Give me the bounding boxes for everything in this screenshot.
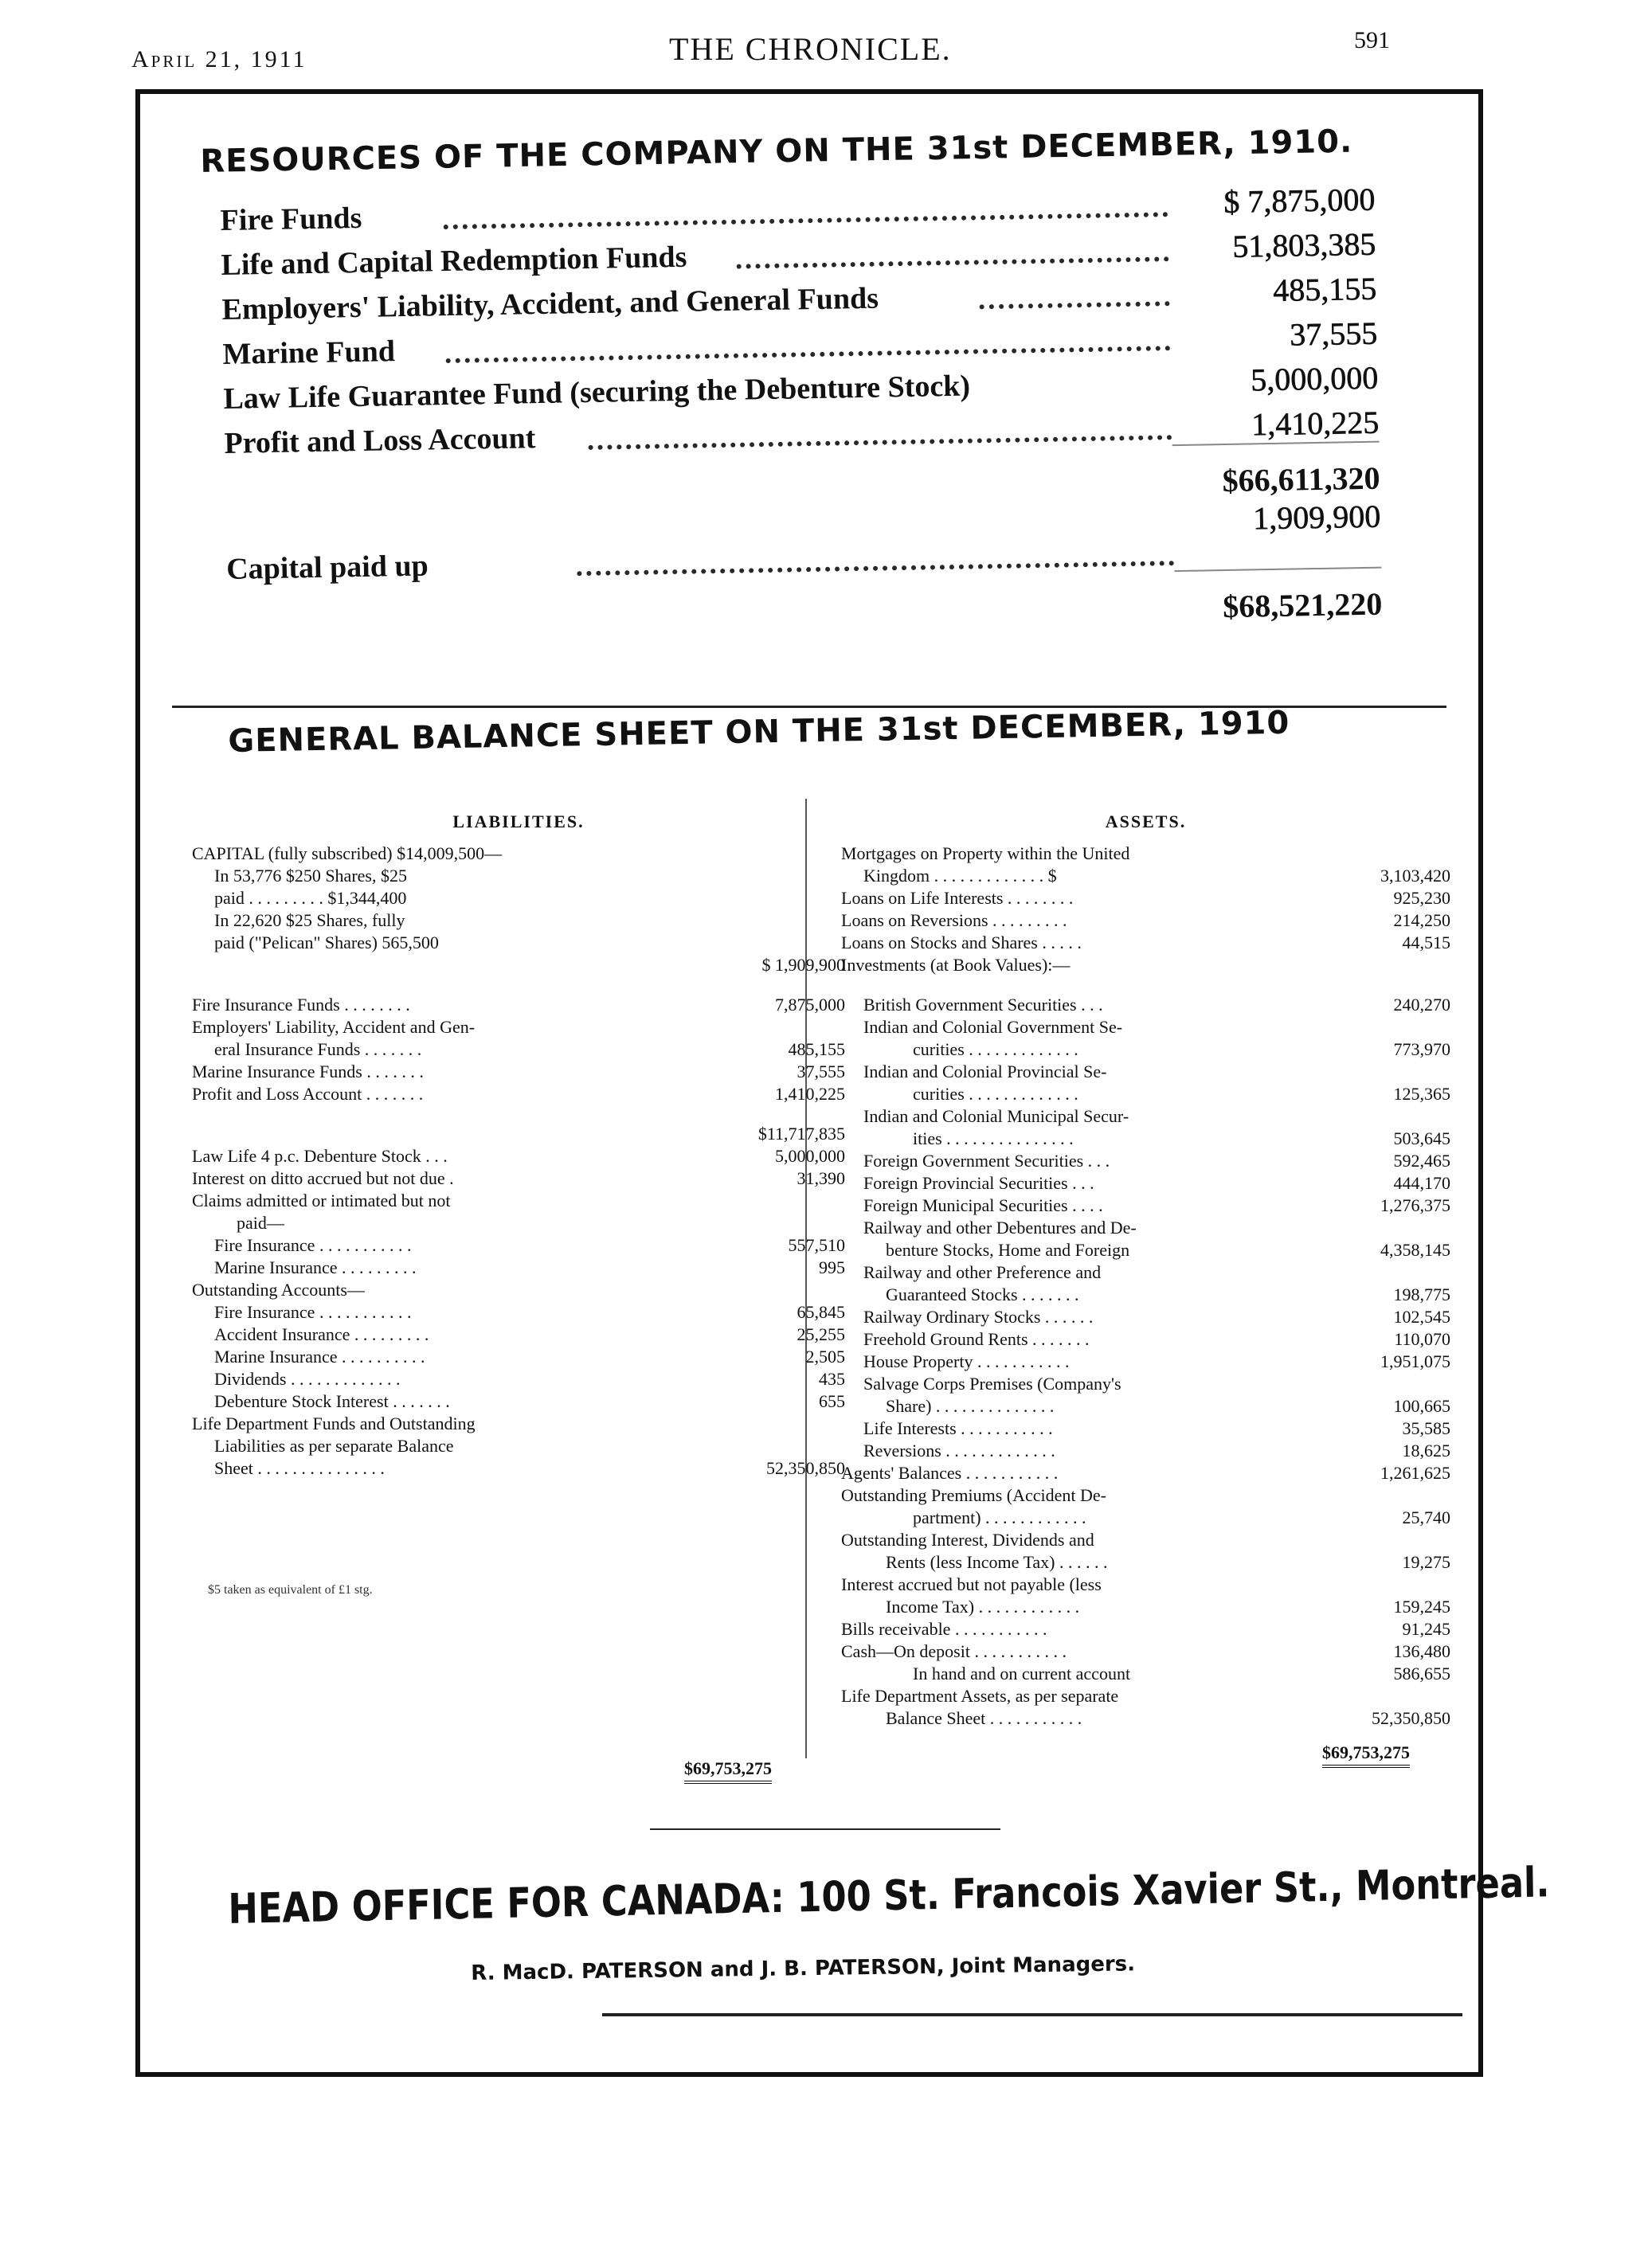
row-amount: 102,545 xyxy=(1393,1307,1450,1327)
table-row xyxy=(192,932,845,954)
table-row xyxy=(841,1373,1450,1395)
table-row xyxy=(841,865,1450,887)
row-text: curities . . . . . . . . . . . . . xyxy=(913,1039,1078,1059)
row-amount: 592,465 xyxy=(1393,1151,1450,1171)
table-row xyxy=(841,1484,1450,1507)
table-row xyxy=(192,1368,845,1390)
row-amount: 1,410,225 xyxy=(775,1084,845,1104)
row-amount: 110,070 xyxy=(1394,1329,1450,1349)
publication-title: THE CHRONICLE. xyxy=(669,31,952,67)
joint-managers-line: R. MacD. PATERSON and J. B. PATERSON, Joint Managers. xyxy=(471,1952,1136,1985)
resource-value: 1,410,225 xyxy=(1251,404,1380,443)
row-amount: 65,845 xyxy=(797,1302,845,1322)
row-text: Marine Insurance . . . . . . . . . . xyxy=(214,1347,425,1367)
row-amount: 586,655 xyxy=(1393,1664,1450,1683)
advertisement-frame xyxy=(135,89,1550,2077)
table-row xyxy=(841,1618,1450,1640)
resources-title: RESOURCES OF THE COMPANY ON THE 31st DECEMBER, 1910. xyxy=(200,123,1353,180)
row-amount: 435 xyxy=(819,1369,845,1389)
row-text: paid ("Pelican" Shares) 565,500 xyxy=(214,933,439,952)
row-amount: 25,740 xyxy=(1402,1507,1450,1527)
table-row xyxy=(192,865,845,887)
row-text: Foreign Municipal Securities . . . . xyxy=(863,1195,1103,1215)
row-amount: 1,276,375 xyxy=(1380,1195,1450,1215)
row-amount: 91,245 xyxy=(1402,1619,1450,1639)
row-text: benture Stocks, Home and Foreign xyxy=(886,1240,1130,1260)
row-amount: 125,365 xyxy=(1393,1084,1450,1104)
row-amount: 503,645 xyxy=(1393,1128,1450,1148)
table-row xyxy=(841,1284,1450,1306)
row-text: paid— xyxy=(237,1213,284,1233)
table-row xyxy=(192,909,845,932)
row-text: Interest on ditto accrued but not due . xyxy=(192,1168,454,1188)
row-text: British Government Securities . . . xyxy=(863,995,1103,1015)
table-row xyxy=(192,843,845,865)
resource-label: Law Life Guarantee Fund (securing the Debenture Stock) xyxy=(223,369,971,416)
row-amount: 198,775 xyxy=(1393,1285,1450,1304)
table-row xyxy=(841,1685,1450,1707)
row-text: Fire Insurance Funds . . . . . . . . xyxy=(192,995,410,1015)
row-amount: 4,358,145 xyxy=(1380,1240,1450,1260)
leader-dots xyxy=(980,301,1170,309)
table-row xyxy=(192,1257,845,1279)
row-text: Life Department Assets, as per separate xyxy=(841,1686,1119,1706)
row-text: Share) . . . . . . . . . . . . . . xyxy=(886,1396,1055,1416)
row-text: Indian and Colonial Municipal Secur- xyxy=(863,1106,1129,1126)
row-text: Life Department Funds and Outstanding xyxy=(192,1414,476,1433)
balance-sheet-title: GENERAL BALANCE SHEET ON THE 31st DECEMBER, 1910 xyxy=(228,704,1290,760)
table-row xyxy=(841,1239,1450,1261)
row-text: In 22,620 $25 Shares, fully xyxy=(214,910,405,930)
table-row xyxy=(841,1083,1450,1105)
row-text: Income Tax) . . . . . . . . . . . . xyxy=(886,1597,1080,1617)
table-row xyxy=(841,1172,1450,1195)
resources-subtotal: $66,611,320 xyxy=(1222,459,1380,499)
row-text: Agents' Balances . . . . . . . . . . . xyxy=(841,1463,1059,1483)
table-row xyxy=(192,1190,845,1212)
table-row xyxy=(841,1328,1450,1351)
row-text: Interest accrued but not payable (less xyxy=(841,1574,1102,1594)
table-row xyxy=(841,1663,1450,1685)
table-row xyxy=(841,1507,1450,1529)
row-text: Profit and Loss Account . . . . . . . xyxy=(192,1084,424,1104)
capital-paid-up-label: Capital paid up xyxy=(225,549,429,586)
table-row xyxy=(841,1395,1450,1418)
table-row xyxy=(192,1212,845,1234)
table-row xyxy=(841,1551,1450,1574)
resources-total: $68,521,220 xyxy=(1222,585,1383,625)
row-text: curities . . . . . . . . . . . . . xyxy=(913,1084,1078,1104)
row-amount: 100,665 xyxy=(1393,1396,1450,1416)
table-row xyxy=(192,1324,845,1346)
table-row xyxy=(841,1351,1450,1373)
row-text: Indian and Colonial Government Se- xyxy=(863,1017,1123,1037)
table-row xyxy=(841,932,1450,954)
resource-label: Marine Fund xyxy=(222,334,396,371)
row-amount: 773,970 xyxy=(1393,1039,1450,1059)
row-text: Salvage Corps Premises (Company's xyxy=(863,1374,1121,1394)
table-row xyxy=(841,1128,1450,1150)
page-number: 591 xyxy=(1354,27,1390,53)
table-row xyxy=(192,1038,845,1061)
row-text: Balance Sheet . . . . . . . . . . . xyxy=(886,1708,1082,1728)
table-row xyxy=(192,1413,845,1435)
resource-label: Life and Capital Redemption Funds xyxy=(221,240,687,282)
row-text: In 53,776 $250 Shares, $25 xyxy=(214,866,407,886)
row-text: ities . . . . . . . . . . . . . . . xyxy=(913,1128,1074,1148)
row-text: Bills receivable . . . . . . . . . . . xyxy=(841,1619,1047,1639)
row-amount: 485,155 xyxy=(788,1039,845,1059)
row-text: eral Insurance Funds . . . . . . . xyxy=(214,1039,422,1059)
row-text: Outstanding Premiums (Accident De- xyxy=(841,1485,1106,1505)
assets-heading: ASSETS. xyxy=(1105,811,1187,831)
row-amount: 44,515 xyxy=(1402,933,1450,952)
table-row xyxy=(841,1462,1450,1484)
currency-footnote: $5 taken as equivalent of £1 stg. xyxy=(208,1583,373,1597)
row-amount: 2,505 xyxy=(805,1347,845,1367)
row-text: Indian and Colonial Provincial Se- xyxy=(863,1062,1107,1081)
row-text: Debenture Stock Interest . . . . . . . xyxy=(214,1391,450,1411)
table-row xyxy=(841,843,1450,865)
row-text: Fire Insurance . . . . . . . . . . . xyxy=(214,1302,412,1322)
table-row xyxy=(192,1301,845,1324)
row-amount: 444,170 xyxy=(1393,1173,1450,1193)
table-row xyxy=(841,954,1450,976)
row-text: Marine Insurance Funds . . . . . . . xyxy=(192,1062,424,1081)
table-row xyxy=(841,1217,1450,1239)
resource-label: Employers' Liability, Accident, and General Funds xyxy=(221,281,879,327)
table-row xyxy=(841,1640,1450,1663)
row-text: Claims admitted or intimated but not xyxy=(192,1191,451,1210)
resource-label: Profit and Loss Account xyxy=(224,421,536,460)
table-row xyxy=(841,1574,1450,1596)
row-text: Sheet . . . . . . . . . . . . . . . xyxy=(214,1458,385,1478)
row-text: Outstanding Interest, Dividends and xyxy=(841,1530,1094,1550)
assets-column xyxy=(841,811,1450,1730)
table-row xyxy=(841,1150,1450,1172)
table-row xyxy=(841,1418,1450,1440)
row-text: House Property . . . . . . . . . . . xyxy=(863,1351,1070,1371)
table-row xyxy=(192,954,845,976)
row-text: Foreign Provincial Securities . . . xyxy=(863,1173,1094,1193)
row-amount: 240,270 xyxy=(1393,995,1450,1015)
table-row xyxy=(192,1457,845,1480)
row-text: Kingdom . . . . . . . . . . . . . $ xyxy=(863,866,1057,886)
table-row xyxy=(192,1390,845,1413)
table-row xyxy=(192,887,845,909)
table-row xyxy=(841,1261,1450,1284)
row-text: CAPITAL (fully subscribed) $14,009,500— xyxy=(192,843,503,863)
row-text: partment) . . . . . . . . . . . . xyxy=(913,1507,1086,1527)
head-office-line: HEAD OFFICE FOR CANADA: 100 St. Francois Xavier St., Montreal. xyxy=(228,1859,1550,1934)
row-text: Foreign Government Securities . . . xyxy=(863,1151,1110,1171)
row-amount: 557,510 xyxy=(788,1235,845,1255)
row-text: Employers' Liability, Accident and Gen- xyxy=(192,1017,476,1037)
row-text: Loans on Stocks and Shares . . . . . xyxy=(841,933,1082,952)
table-row xyxy=(192,1061,845,1083)
row-text: Railway and other Debentures and De- xyxy=(863,1218,1137,1238)
row-text: Loans on Life Interests . . . . . . . . xyxy=(841,888,1074,908)
row-amount: 31,390 xyxy=(797,1168,845,1188)
table-row xyxy=(192,1016,845,1038)
resource-label: Fire Funds xyxy=(220,201,362,237)
resource-value: 5,000,000 xyxy=(1250,359,1379,398)
table-row xyxy=(192,1234,845,1257)
row-text: Life Interests . . . . . . . . . . . xyxy=(863,1418,1053,1438)
liabilities-column xyxy=(192,811,845,1480)
row-text: Outstanding Accounts— xyxy=(192,1280,365,1300)
row-amount: 136,480 xyxy=(1393,1641,1450,1661)
row-text: Mortgages on Property within the United xyxy=(841,843,1130,863)
row-text: Reversions . . . . . . . . . . . . . xyxy=(863,1441,1055,1461)
table-row xyxy=(841,1016,1450,1038)
row-text: Marine Insurance . . . . . . . . . xyxy=(214,1257,417,1277)
row-text: Law Life 4 p.c. Debenture Stock . . . xyxy=(192,1146,448,1166)
row-amount: 995 xyxy=(819,1257,845,1277)
row-amount: $ 1,909,900 xyxy=(761,955,845,975)
row-text: Freehold Ground Rents . . . . . . . xyxy=(863,1329,1090,1349)
row-text: Guaranteed Stocks . . . . . . . xyxy=(886,1285,1079,1304)
row-amount: 52,350,850 xyxy=(766,1458,845,1478)
table-row xyxy=(841,994,1450,1016)
table-row xyxy=(192,994,845,1016)
table-row xyxy=(841,1707,1450,1730)
table-row xyxy=(841,1596,1450,1618)
row-text: Railway and other Preference and xyxy=(863,1262,1102,1282)
liabilities-heading: LIABILITIES. xyxy=(452,811,585,831)
table-row xyxy=(192,1346,845,1368)
row-text: Dividends . . . . . . . . . . . . . xyxy=(214,1369,401,1389)
table-row xyxy=(192,1167,845,1190)
table-row xyxy=(192,1435,845,1457)
table-row xyxy=(841,1195,1450,1217)
row-text: paid . . . . . . . . . $1,344,400 xyxy=(214,888,407,908)
row-amount: 214,250 xyxy=(1393,910,1450,930)
page-header xyxy=(131,27,1390,78)
issue-date: April 21, 1911 xyxy=(131,46,307,72)
row-amount: 52,350,850 xyxy=(1372,1708,1450,1728)
row-amount: 159,245 xyxy=(1393,1597,1450,1617)
table-row xyxy=(192,1083,845,1105)
resource-value: 37,555 xyxy=(1289,315,1378,353)
resource-value: 51,803,385 xyxy=(1231,225,1376,264)
table-row xyxy=(841,1306,1450,1328)
row-amount: 1,951,075 xyxy=(1380,1351,1450,1371)
table-row xyxy=(192,1145,845,1167)
row-text: Investments (at Book Values):— xyxy=(841,955,1071,975)
table-row xyxy=(192,1279,845,1301)
resource-value: $ 7,875,000 xyxy=(1223,181,1376,221)
row-text: In hand and on current account xyxy=(913,1664,1131,1683)
table-row xyxy=(841,909,1450,932)
row-text: Cash—On deposit . . . . . . . . . . . xyxy=(841,1641,1067,1661)
table-row xyxy=(192,1123,845,1145)
capital-paid-up-value: 1,909,900 xyxy=(1252,498,1381,537)
lower-rule xyxy=(650,1828,1000,1830)
row-text: Loans on Reversions . . . . . . . . . xyxy=(841,910,1067,930)
assets-total: $69,753,275 xyxy=(1322,1742,1410,1768)
row-amount: 19,275 xyxy=(1402,1552,1450,1572)
row-amount: 25,255 xyxy=(797,1324,845,1344)
row-amount: 5,000,000 xyxy=(775,1146,845,1166)
row-amount: 7,875,000 xyxy=(775,995,845,1015)
row-amount: 37,555 xyxy=(797,1062,845,1081)
row-amount: $11,717,835 xyxy=(757,1124,845,1144)
row-amount: 3,103,420 xyxy=(1380,866,1450,886)
row-text: Fire Insurance . . . . . . . . . . . xyxy=(214,1235,412,1255)
table-row xyxy=(841,1440,1450,1462)
resources-list xyxy=(220,174,1383,643)
row-amount: 1,261,625 xyxy=(1380,1463,1450,1483)
row-text: Rents (less Income Tax) . . . . . . xyxy=(886,1552,1108,1572)
table-row xyxy=(841,887,1450,909)
table-row xyxy=(841,1529,1450,1551)
row-amount: 18,625 xyxy=(1402,1441,1450,1461)
row-text: Railway Ordinary Stocks . . . . . . xyxy=(863,1307,1094,1327)
table-row xyxy=(841,1105,1450,1128)
resource-value: 485,155 xyxy=(1272,270,1377,308)
liabilities-total: $69,753,275 xyxy=(684,1758,772,1784)
row-amount: 35,585 xyxy=(1402,1418,1450,1438)
row-text: Accident Insurance . . . . . . . . . xyxy=(214,1324,429,1344)
table-row xyxy=(841,1061,1450,1083)
bottom-rule xyxy=(602,2013,1462,2016)
row-amount: 925,230 xyxy=(1393,888,1450,908)
row-amount: 655 xyxy=(819,1391,845,1411)
table-row xyxy=(841,1038,1450,1061)
row-text: Liabilities as per separate Balance xyxy=(214,1436,454,1456)
